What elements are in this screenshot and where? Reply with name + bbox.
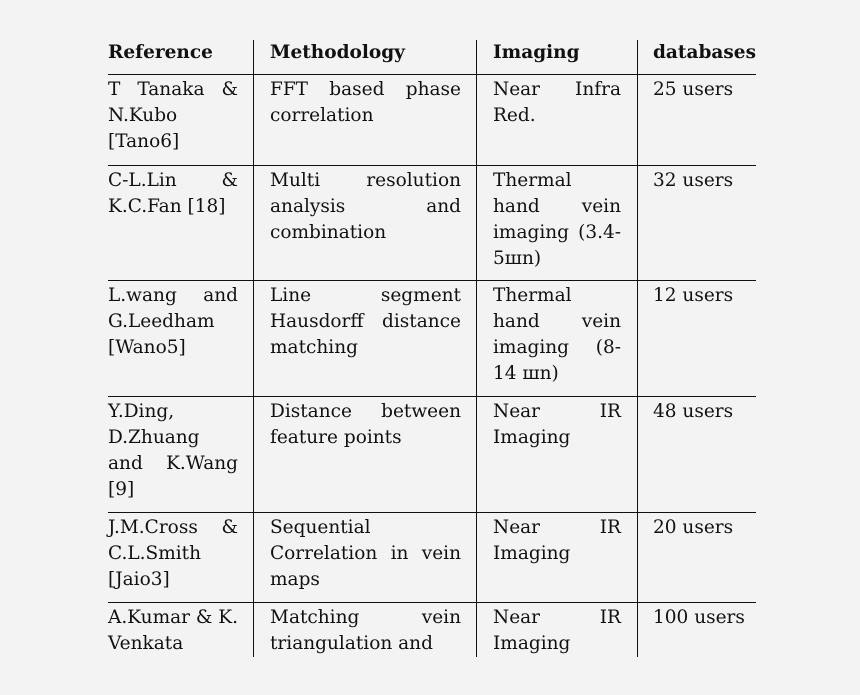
header-databases: databases [638, 40, 756, 75]
cell-methodology: Matching vein triangulation and [254, 603, 477, 658]
header-reference: Reference [108, 40, 254, 75]
cell-databases: 20 users [638, 513, 756, 603]
table-row [108, 281, 756, 397]
cell-imaging: Near IR Imaging [477, 603, 638, 658]
table-row [108, 75, 756, 166]
header-methodology: Methodology [254, 40, 477, 75]
cell-reference: T Tanaka & N.Kubo [Tano6] [108, 75, 254, 166]
cell-imaging: Near Infra Red. [477, 75, 638, 166]
cell-methodology: Line segment Hausdorff distance matching [254, 281, 477, 397]
cell-imaging: Near IR Imaging [477, 513, 638, 603]
cell-reference: L.wang and G.Leedham [Wano5] [108, 281, 254, 397]
cell-imaging: Near IR Imaging [477, 397, 638, 513]
header-row [108, 40, 756, 75]
cell-reference: Y.Ding, D.Zhuang and K.Wang [9] [108, 397, 254, 513]
cell-methodology: Sequential Correlation in vein maps [254, 513, 477, 603]
header-imaging: Imaging [477, 40, 638, 75]
cell-reference: J.M.Cross & C.L.Smith [Jaio3] [108, 513, 254, 603]
table-row [108, 166, 756, 281]
cell-imaging: Thermal hand vein imaging (3.4-5шn) [477, 166, 638, 281]
comparison-table [108, 40, 756, 657]
cell-imaging: Thermal hand vein imaging (8-14 шn) [477, 281, 638, 397]
cell-reference: C-L.Lin & K.C.Fan [18] [108, 166, 254, 281]
table-row [108, 603, 756, 658]
cell-databases: 100 users [653, 607, 745, 628]
cell-reference: A.Kumar & K. Venkata [108, 603, 254, 658]
cell-databases: 48 users [638, 397, 756, 513]
table-row [108, 513, 756, 603]
cell-methodology: FFT based phase correlation [254, 75, 477, 166]
cell-databases: 25 users [638, 75, 756, 166]
cell-methodology: Multi resolution analysis and combination [254, 166, 477, 281]
cell-databases: 12 users [638, 281, 756, 397]
cell-methodology: Distance between feature points [254, 397, 477, 513]
table-row [108, 397, 756, 513]
cell-databases: 32 users [638, 166, 756, 281]
